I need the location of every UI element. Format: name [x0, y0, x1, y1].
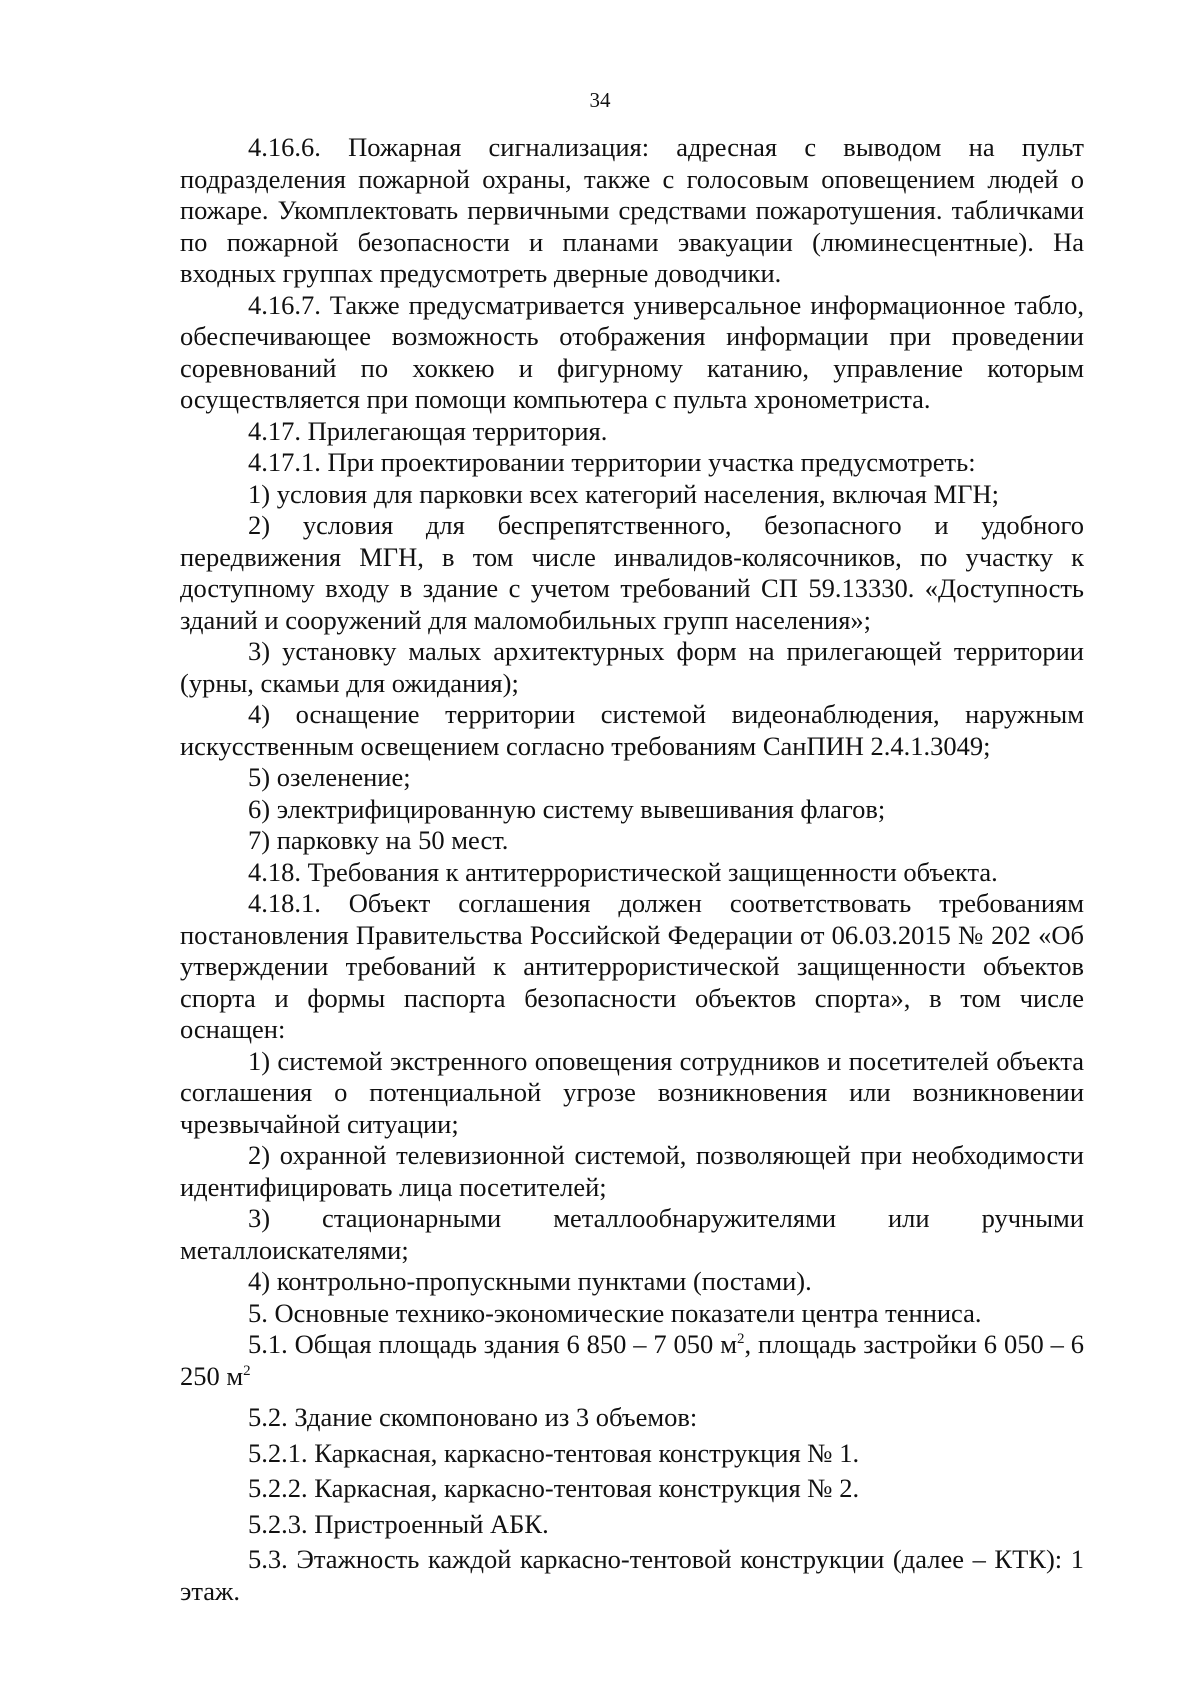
page-number: 34 [589, 88, 611, 112]
list-item-4-17-1-1: 1) условия для парковки всех категорий населения, включая МГН; [248, 478, 999, 509]
list-item-4-17-1-7: 7) парковку на 50 мест. [248, 825, 509, 855]
list-item-4-17-1-4: 4) оснащение территории системой видеонаблюдения, наружным искусственным освещением согласно требованиям СанПИН 2.4.1.3049; [180, 699, 1084, 761]
area-build-text: , площадь застройки 6 050 – 6 250 м [180, 1329, 1084, 1391]
paragraph-4-18-1: 4.18.1. Объект соглашения должен соответствовать требованиям постановления Правительства Российской Федерации от 06.03.2015 № 202 «Об утверждении требований к антитеррористической защищенности объектов спорта и формы паспорта безопасности объектов спорта», в том числе оснащен: [180, 888, 1084, 1044]
heading-4-18: 4.18. Требования к антитеррористической защищенности объекта. [248, 856, 998, 887]
list-item-4-18-1-3: 3) стационарными металлообнаружителями или ручными металлоискателями; [180, 1203, 1084, 1265]
paragraph-4-16-7: 4.16.7. Также предусматривается универсальное информационное табло, обеспечивающее возможность отображения информации при проведении соревнований по хоккею и фигурному катанию, управление которым осуществляется при помощи компьютера с пульта хронометриста. [180, 289, 1084, 414]
paragraph-4-16-6: 4.16.6. Пожарная сигнализация: адресная с выводом на пульт подразделения пожарной охраны, также с голосовым оповещением людей о пожаре. Укомплектовать первичными средствами пожаротушения. табличками по пожарной безопасности и планами эвакуации (люминесцентные). На входных группах предусмотреть дверные доводчики. [180, 132, 1084, 288]
paragraph-5-3: 5.3. Этажность каждой каркасно-тентовой конструкции (далее – КТК): 1 этаж. [180, 1544, 1084, 1606]
heading-5: 5. Основные технико-экономические показатели центра тенниса. [248, 1297, 982, 1328]
area-total-text: 5.1. Общая площадь здания 6 850 – 7 050 м [248, 1329, 737, 1359]
list-item-4-18-1-2: 2) охранной телевизионной системой, позволяющей при необходимости идентифицировать лица посетителей; [180, 1140, 1084, 1202]
paragraph-5-2-2: 5.2.2. Каркасная, каркасно-тентовая конструкция № 2. [248, 1473, 860, 1503]
document-body [180, 132, 1084, 1607]
paragraph-5-2-1: 5.2.1. Каркасная, каркасно-тентовая конструкция № 1. [248, 1437, 860, 1468]
list-item-4-17-1-3: 3) установку малых архитектурных форм на прилегающей территории (урны, скамьи для ожидания); [180, 636, 1084, 698]
list-item-4-17-1-2: 2) условия для беспрепятственного, безопасного и удобного передвижения МГН, в том числе инвалидов-колясочников, по участку к доступному входу в здание с учетом требований СП 59.13330. «Доступность зданий и сооружений для маломобильных групп населения»; [180, 510, 1084, 635]
list-item-4-18-1-4: 4) контрольно-пропускными пунктами (постами). [248, 1266, 812, 1296]
superscript-2: 2 [243, 1362, 251, 1379]
paragraph-5-2: 5.2. Здание скомпоновано из 3 объемов: [248, 1402, 698, 1432]
paragraph-4-17-1: 4.17.1. При проектировании территории участка предусмотреть: [248, 447, 976, 477]
paragraph-5-2-3: 5.2.3. Пристроенный АБК. [248, 1508, 549, 1539]
list-item-4-18-1-1: 1) системой экстренного оповещения сотрудников и посетителей объекта соглашения о потенциальной угрозе возникновения или возникновении чрезвычайной ситуации; [180, 1045, 1084, 1139]
list-item-4-17-1-5: 5) озеленение; [248, 762, 411, 792]
list-item-4-17-1-6: 6) электрифицированную систему вывешивания флагов; [248, 793, 886, 824]
superscript-2: 2 [736, 1331, 745, 1348]
heading-4-17: 4.17. Прилегающая территория. [248, 415, 608, 446]
paragraph-5-1 [180, 1329, 1084, 1392]
